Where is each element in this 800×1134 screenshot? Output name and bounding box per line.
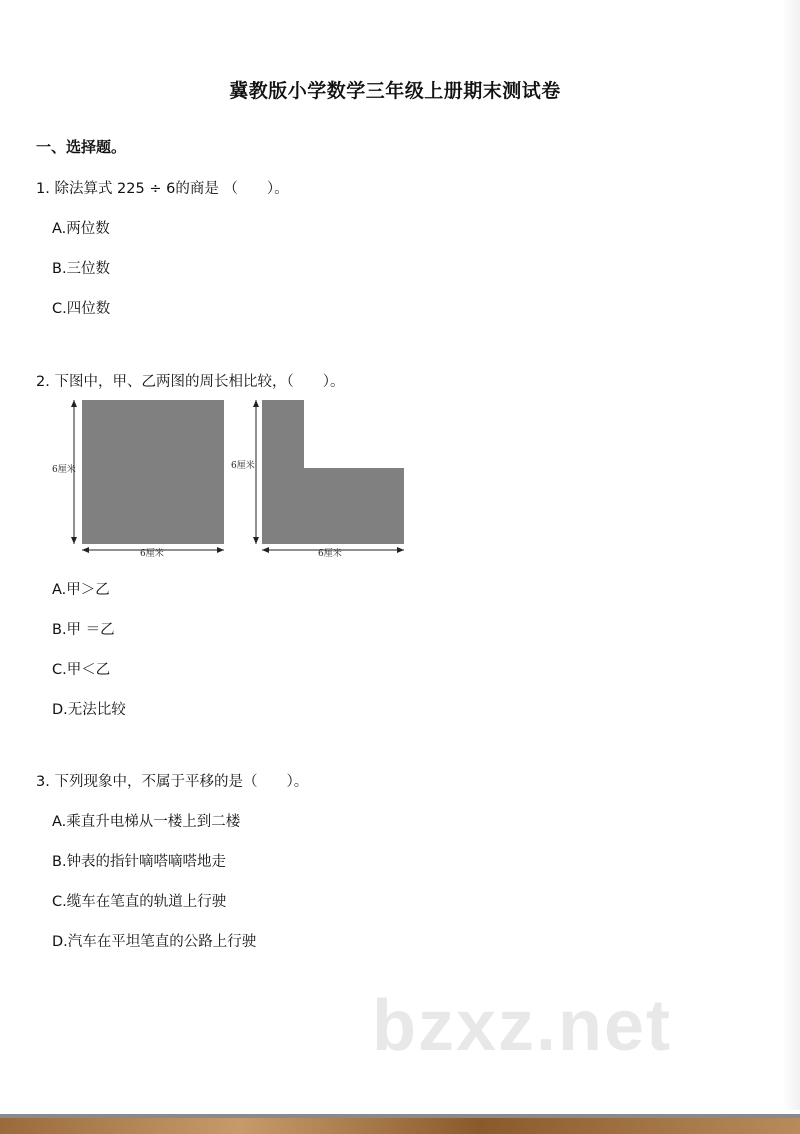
question-1: 1. 除法算式 225 ÷ 6的商是 （ ）。: [36, 181, 289, 197]
q2-option-c: C.甲＜乙: [52, 662, 111, 678]
q3-option-a: A.乘直升电梯从一楼上到二楼: [52, 814, 241, 830]
jia-height-arrow-bottom: [71, 537, 77, 544]
q3-option-d: D.汽车在平坦笔直的公路上行驶: [52, 934, 257, 950]
yi-width-arrow-left: [262, 547, 269, 553]
jia-height-arrow-top: [71, 400, 77, 407]
question-3: 3. 下列现象中，不属于平移的是（ ）。: [36, 774, 309, 790]
yi-height-label: 6厘米: [231, 461, 255, 471]
question-2: 2. 下图中，甲、乙两图的周长相比较，（ ）。: [36, 374, 345, 390]
q2-option-a: A.甲＞乙: [52, 582, 110, 598]
yi-height-arrow-bottom: [253, 537, 259, 544]
page-title: 冀教版小学数学三年级上册期末测试卷: [229, 80, 561, 102]
yi-height-arrow-top: [253, 400, 259, 407]
page-edge: [782, 0, 800, 1110]
section-title: 一、选择题。: [36, 138, 127, 156]
q3-option-c: C.缆车在笔直的轨道上行驶: [52, 894, 227, 910]
q2-option-b: B.甲 ＝乙: [52, 622, 115, 638]
shape-yi-l-shape: [262, 400, 404, 544]
background-strip: [0, 1118, 800, 1134]
q1-option-b: B.三位数: [52, 261, 111, 277]
jia-width-arrow-left: [82, 547, 89, 553]
watermark: bzxz.net: [372, 986, 673, 1066]
perimeter-figure: [50, 392, 410, 562]
shape-jia-square: [82, 400, 224, 544]
yi-width-label: 6厘米: [318, 549, 342, 559]
jia-width-arrow-right: [217, 547, 224, 553]
jia-height-label: 6厘米: [52, 465, 76, 475]
q3-option-b: B.钟表的指针嘀嗒嘀嗒地走: [52, 854, 227, 870]
yi-width-arrow-right: [397, 547, 404, 553]
jia-width-label: 6厘米: [140, 549, 164, 559]
q2-option-d: D.无法比较: [52, 702, 126, 718]
q1-option-a: A.两位数: [52, 221, 110, 237]
q1-option-c: C.四位数: [52, 301, 111, 317]
